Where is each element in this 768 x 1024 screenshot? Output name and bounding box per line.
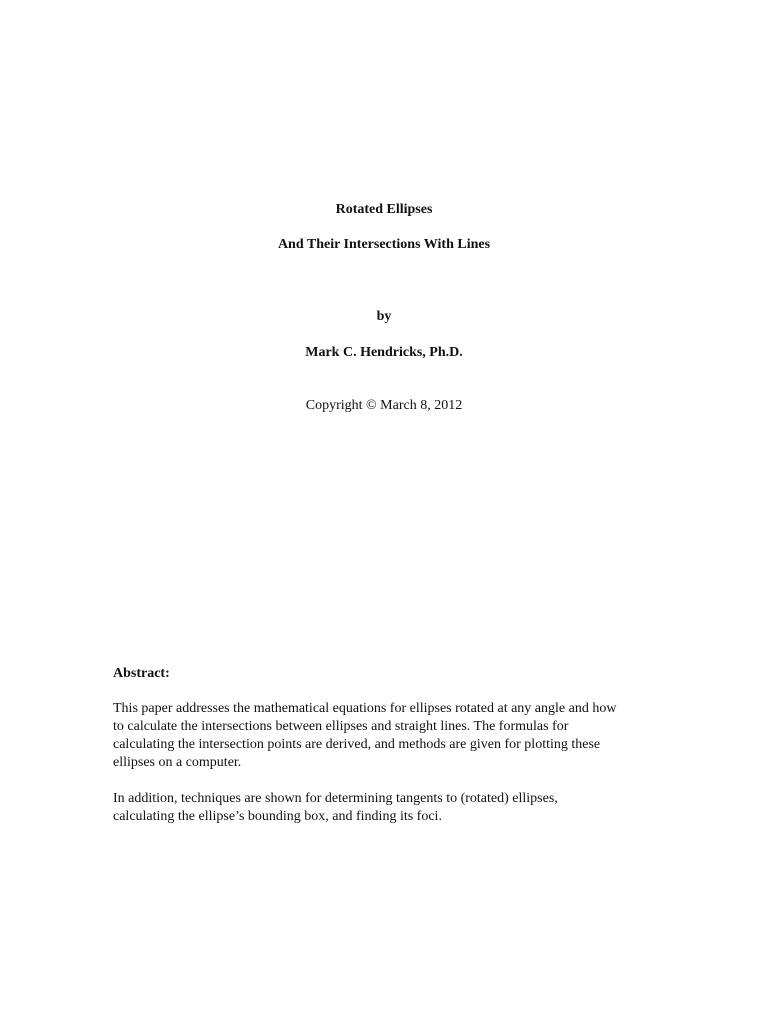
author-name: Mark C. Hendricks, Ph.D. [305,345,463,360]
abstract-paragraph-2-line: calculating the ellipse’s bounding box, and finding its foci. [113,809,442,824]
abstract-paragraph-1-line: This paper addresses the mathematical equations for ellipses rotated at any angle and how [113,701,617,716]
abstract-paragraph-1-line: to calculate the intersections between ellipses and straight lines. The formulas for [113,719,569,734]
byline-label: by [376,309,392,324]
abstract-paragraph-1-line: ellipses on a computer. [113,755,242,770]
abstract-paragraph-1 [113,700,673,772]
document-title: Rotated Ellipses [335,202,433,217]
copyright-notice: Copyright © March 8, 2012 [305,398,463,413]
abstract-paragraph-1-line: calculating the intersection points are derived, and methods are given for plotting these [113,737,601,752]
abstract-paragraph-2-line: In addition, techniques are shown for determining tangents to (rotated) ellipses, [113,791,558,806]
abstract-heading: Abstract: [113,666,170,681]
document-subtitle: And Their Intersections With Lines [277,237,491,252]
abstract-paragraph-2 [113,790,673,826]
